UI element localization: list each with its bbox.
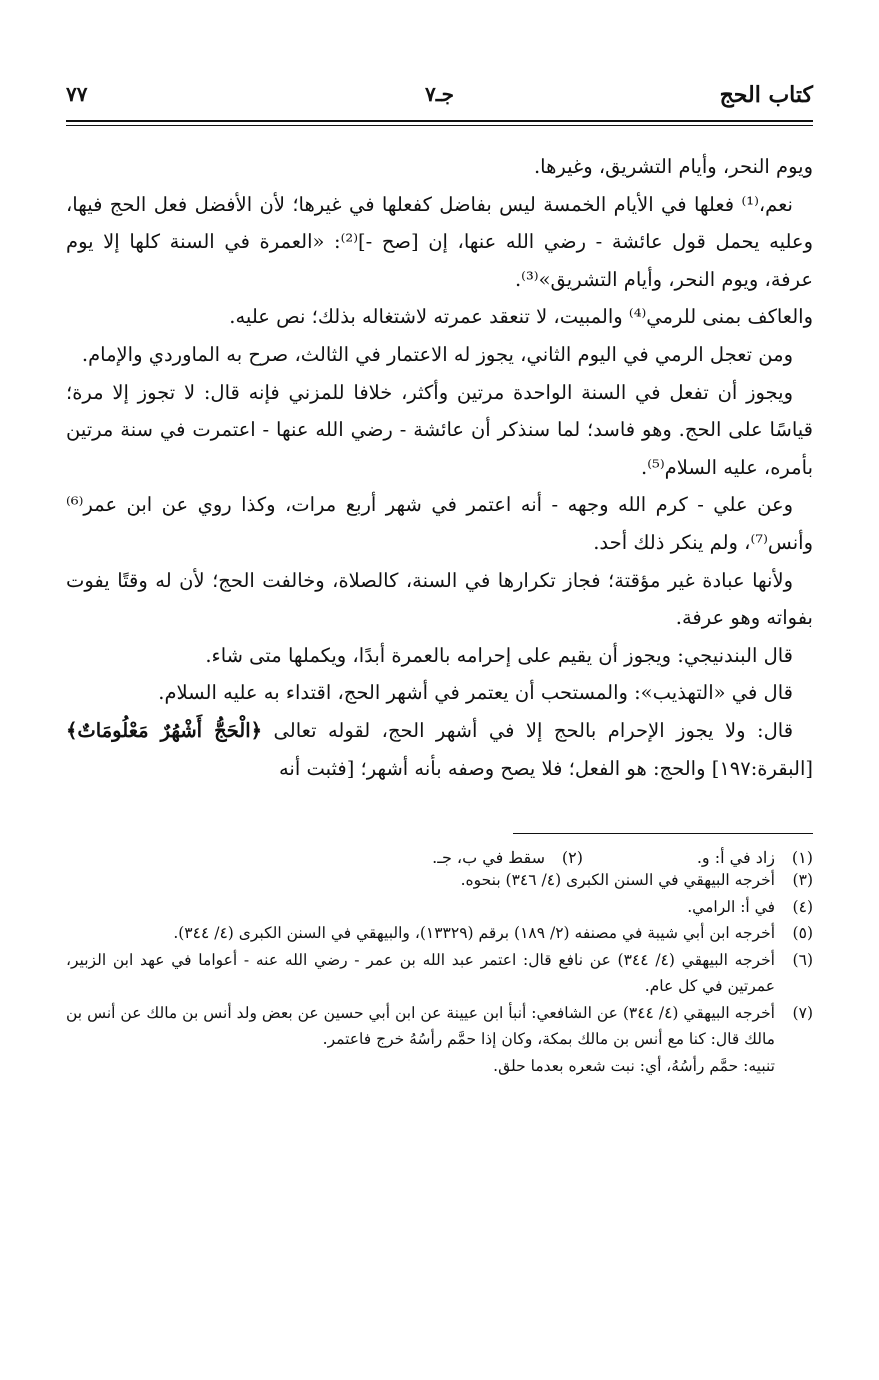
book-title: كتاب الحج — [719, 82, 813, 108]
footnote-number: (٢) — [561, 848, 583, 868]
verse-intro: قال: ولا يجوز الإحرام بالحج إلا في أشهر الحج، لقوله تعالى — [262, 718, 794, 742]
quran-verse: ﴿الْحَجُّ أَشْهُرٌ مَعْلُومَاتٌ﴾ — [66, 718, 263, 742]
footnote-text: أخرجه البيهقي في السنن الكبرى (٤/ ٣٤٦) بنحوه. — [460, 871, 775, 890]
footnote — [583, 848, 813, 867]
header-rule-thick — [66, 120, 813, 122]
footnote — [66, 920, 813, 947]
running-header — [66, 80, 813, 116]
page-number: ٧٧ — [66, 82, 88, 106]
paragraph: نعم،⁽¹⁾ فعلها في الأيام الخمسة ليس بفاضل كفعلها في غيرها؛ لأن الأفضل فعل الحج فيها، وعليه يحمل قول عائشة - رضي الله عنها، إن [صح -]⁽²⁾: «العمرة في السنة كلها إلا يوم عرفة، ويوم النحر، وأيام التشريق»⁽³⁾. — [66, 192, 813, 291]
footnote-text: سقط في ب، جـ. — [432, 848, 545, 868]
footnote-pair — [66, 848, 813, 867]
paragraph: ومن تعجل الرمي في اليوم الثاني، يجوز له الاعتمار في الثالث، صرح به الماوردي والإمام. — [81, 342, 793, 366]
footnote-number: (٣) — [792, 871, 813, 890]
footnote — [66, 894, 813, 921]
main-text — [66, 148, 813, 787]
paragraph: ولأنها عبادة غير مؤقتة؛ فجاز تكرارها في السنة، كالصلاة، وخالفت الحج؛ لأن له وقتًا يفوت بفواته وهو عرفة. — [66, 568, 813, 630]
footnote — [353, 848, 583, 867]
book-page — [66, 80, 813, 1079]
volume-label: جـ٧ — [425, 82, 454, 106]
footnote-text: في أ: الرامي. — [687, 897, 775, 916]
paragraph: وعن علي - كرم الله وجهه - أنه اعتمر في شهر أربع مرات، وكذا روي عن ابن عمر⁽⁶⁾ وأنس⁽⁷⁾، ولم ينكر ذلك أحد. — [66, 493, 813, 554]
paragraph: قال البندنيجي: ويجوز أن يقيم على إحرامه بالعمرة أبدًا، ويكملها متى شاء. — [205, 643, 793, 667]
header-rule-thin — [66, 125, 813, 126]
footnote-number: (٤) — [792, 897, 813, 916]
footnote-text: أخرجه ابن أبي شيبة في مصنفه (٢/ ١٨٩) برقم (١٣٣٢٩)، والبيهقي في السنن الكبرى (٤/ ٣٤٤). — [173, 924, 775, 943]
footnote-text: زاد في أ: و. — [696, 848, 775, 868]
footnote-number: (٦) — [792, 950, 813, 969]
verse-citation: [البقرة:١٩٧] والحج: هو الفعل؛ فلا يصح وصفه بأنه أشهر؛ [فثبت أنه — [278, 756, 813, 780]
footnotes — [66, 848, 813, 1079]
paragraph: ويجوز أن تفعل في السنة الواحدة مرتين وأكثر، خلافا للمزني فإنه قال: لا تجوز إلا مرة؛ قياسًا على الحج. وهو فاسد؛ لما سنذكر أن عائشة - رضي الله عنها - اعتمرت في سنة مرتين بأمره، عليه السلام⁽⁵⁾. — [66, 380, 813, 479]
footnote-text: أخرجه البيهقي (٤/ ٣٤٤) عن نافع قال: اعتمر عبد الله بن عمر - رضي الله عنه - أعواما في عهد ابن الزبير، عمرتين في كل عام. — [66, 950, 775, 996]
footnote — [66, 867, 813, 894]
footnote-number: (٥) — [792, 924, 813, 943]
footnote-separator — [513, 833, 813, 834]
paragraph: ويوم النحر، وأيام التشريق، وغيرها. — [533, 155, 813, 178]
paragraph: قال في «التهذيب»: والمستحب أن يعتمر في أشهر الحج، اقتداء به عليه السلام. — [158, 681, 793, 705]
footnote-note: تنبيه: حمَّم رأسُهُ، أي: نبت شعره بعدما حلق. — [493, 1056, 775, 1075]
footnote — [66, 1000, 813, 1053]
paragraph: والعاكف بمنى للرمي⁽⁴⁾ والمبيت، لا تنعقد عمرته لاشتغاله بذلك؛ نص عليه. — [229, 305, 813, 329]
footnote-number: (٧) — [792, 1003, 813, 1022]
footnote-text: أخرجه البيهقي (٤/ ٣٤٤) عن الشافعي: أنبأ ابن عيينة عن ابن أبي حسين عن بعض ولد أنس بن مالك عن أنس بن مالك قال: كنا مع أنس بن مالك بمكة، وكان إذا حمَّم رأسُهُ خرج فاعتمر. — [66, 1003, 775, 1049]
footnote — [66, 947, 813, 1000]
paragraph-with-verse — [66, 712, 813, 787]
footnote-number: (١) — [791, 848, 813, 868]
